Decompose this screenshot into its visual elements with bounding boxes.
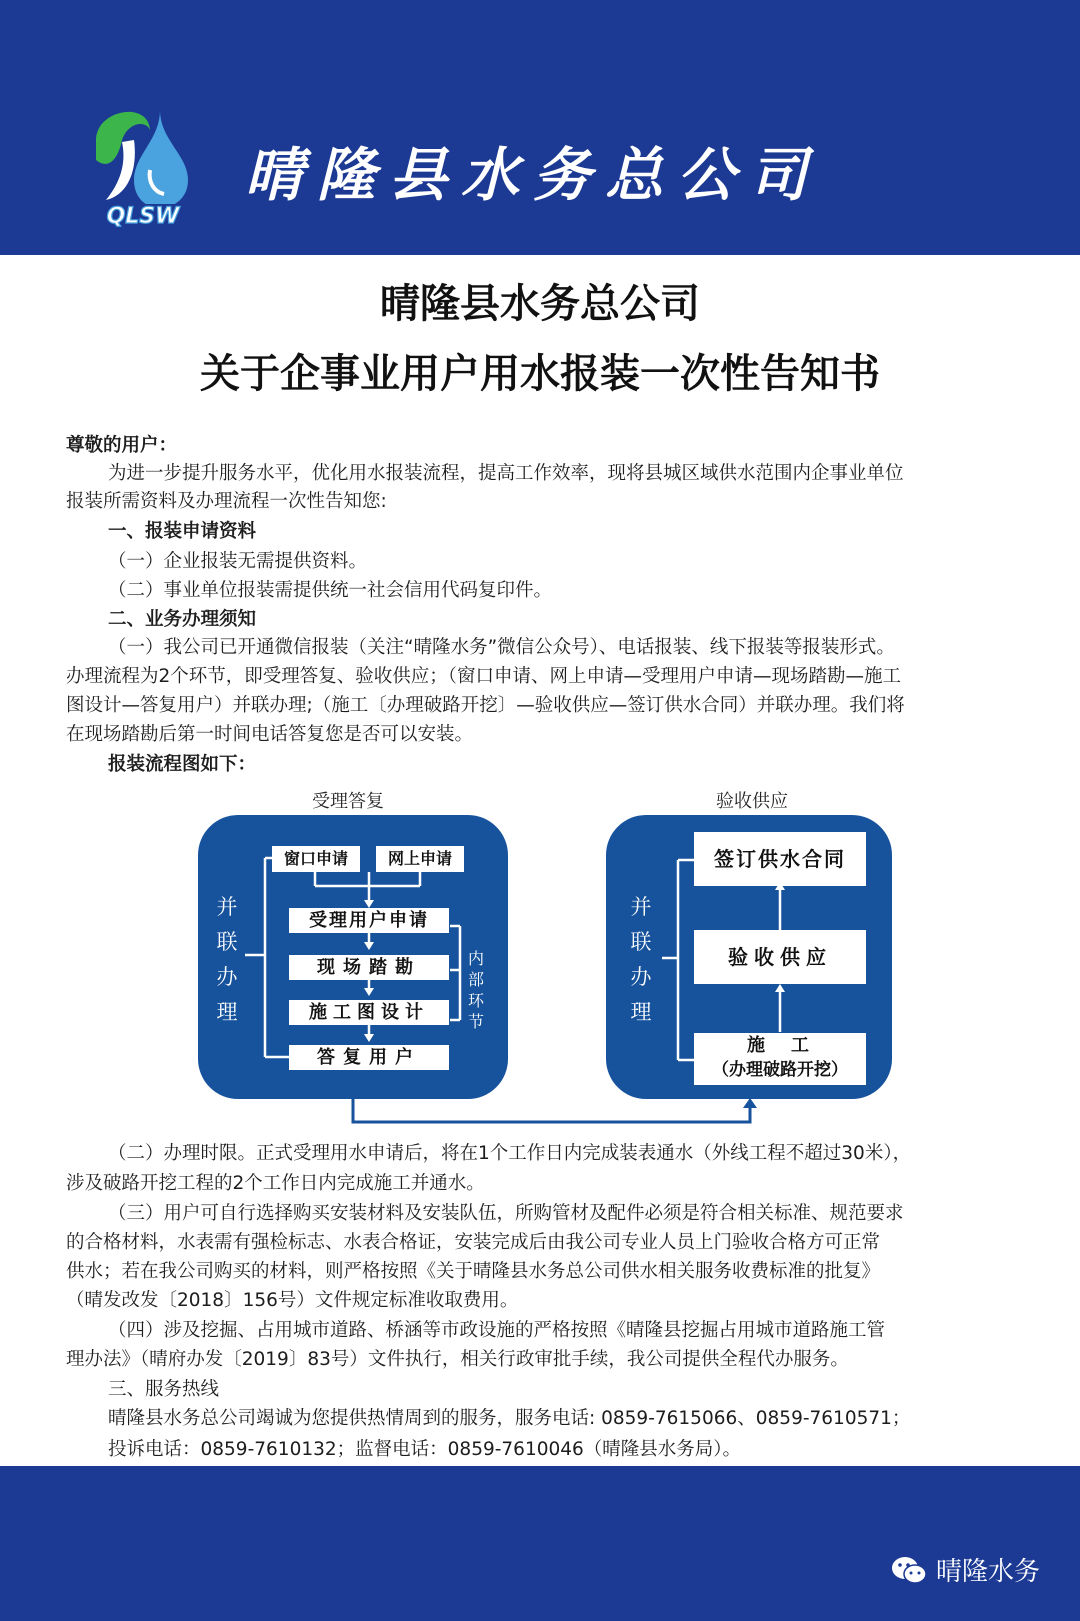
section-2-p4-line-2: 理办法》（晴府办发〔2019〕83号）文件执行，相关行政审批手续，我公司提供全程代办服务。 <box>66 1349 849 1370</box>
flow-box-construction-note: （办理破路开挖） <box>712 1060 848 1080</box>
section-2-p4-line-1: （四）涉及挖掘、占用城市道路、桥涵等市政设施的严格按照《晴隆县挖掘占用城市道路施工管 <box>108 1320 886 1341</box>
intro-line-1: 为进一步提升服务水平，优化用水报装流程，提高工作效率，现将县城区域供水范围内企事业单位 <box>108 463 904 484</box>
section-2-p2-line-2: 涉及破路开挖工程的2个工作日内完成施工并通水。 <box>66 1173 485 1194</box>
flow-box-survey: 现场踏勘 <box>289 955 449 980</box>
salutation: 尊敬的用户： <box>66 435 178 456</box>
section-2-p1-line-3: 图设计—答复用户）并联办理;（施工〔办理破路开挖〕—验收供应—签订供水合同）并联办理。我们将 <box>66 695 905 716</box>
banner-org-name: 晴隆县水务总公司 <box>245 141 822 209</box>
flow-left-label: 受理答复 <box>312 791 384 812</box>
section-3-title: 三、服务热线 <box>108 1379 220 1400</box>
section-2-p2-line-1: （二）办理时限。正式受理用水申请后，将在1个工作日内完成装表通水（外线工程不超过30米）， <box>108 1143 912 1164</box>
flow-box-reply: 答复用户 <box>289 1045 449 1070</box>
flow-intro: 报装流程图如下： <box>108 754 257 775</box>
flow-left-side-label: 并联办理 <box>216 895 238 1024</box>
bottom-banner <box>0 1466 1080 1621</box>
section-2-title: 二、业务办理须知 <box>108 609 257 630</box>
flow-box-window: 窗口申请 <box>272 846 360 872</box>
flow-box-design: 施工图设计 <box>289 1000 449 1025</box>
section-2-p1-line-1: （一）我公司已开通微信报装（关注“晴隆水务”微信公众号）、电话报装、线下报装等报装形式。 <box>108 637 895 658</box>
section-2-p3-line-3: 供水；若在我公司购买的材料，则严格按照《关于晴隆县水务总公司供水相关服务收费标准的批复》 <box>66 1261 881 1282</box>
section-2-p1-line-4: 在现场踏勘后第一时间电话答复您是否可以安装。 <box>66 724 474 745</box>
section-1-item-1: （一）企业报装无需提供资料。 <box>108 551 368 572</box>
flow-box-online: 网上申请 <box>376 846 464 872</box>
flow-internal-label: 内部环节 <box>467 949 484 1031</box>
flow-box-accept: 受理用户申请 <box>289 908 449 933</box>
flow-box-construction <box>694 1033 866 1085</box>
section-1-title: 一、报装申请资料 <box>108 521 257 542</box>
section-2-p3-line-4: （晴发改发〔2018〕156号）文件规定标准收取费用。 <box>66 1290 519 1311</box>
page-title-line1: 晴隆县水务总公司 <box>380 281 700 327</box>
section-2-p3-line-1: （三）用户可自行选择购买安装材料及安装队伍，所购管材及配件必须是符合相关标准、规范要求 <box>108 1203 904 1224</box>
flow-right-label: 验收供应 <box>716 791 788 812</box>
flow-box-construction-title: 施 工 <box>747 1035 813 1056</box>
intro-line-2: 报装所需资料及办理流程一次性告知您: <box>66 491 387 512</box>
section-2-p1-line-2: 办理流程为2个环节，即受理答复、验收供应；（窗口申请、网上申请—受理用户申请—现场踏勘—施工 <box>66 666 902 687</box>
wechat-account-name: 晴隆水务 <box>935 1557 1040 1587</box>
section-3-line-1: 晴隆县水务总公司竭诚为您提供热情周到的服务，服务电话: 0859-7615066、0859-7610571； <box>108 1408 911 1429</box>
flow-right-side-label: 并联办理 <box>630 895 652 1024</box>
wechat-icon <box>890 1555 928 1585</box>
flow-box-acceptance: 验收供应 <box>694 930 866 984</box>
page-title-line2: 关于企事业用户用水报装一次性告知书 <box>200 351 880 397</box>
flow-box-contract: 签订供水合同 <box>694 832 866 886</box>
section-1-item-2: （二）事业单位报装需提供统一社会信用代码复印件。 <box>108 580 553 601</box>
wechat-account[interactable] <box>890 1551 1040 1588</box>
logo-text: QLSW <box>106 204 180 229</box>
section-3-line-2: 投诉电话：0859-7610132；监督电话：0859-7610046（晴隆县水务局）。 <box>108 1439 742 1460</box>
section-2-p3-line-2: 的合格材料，水表需有强检标志、水表合格证，安装完成后由我公司专业人员上门验收合格方可正常 <box>66 1232 881 1253</box>
